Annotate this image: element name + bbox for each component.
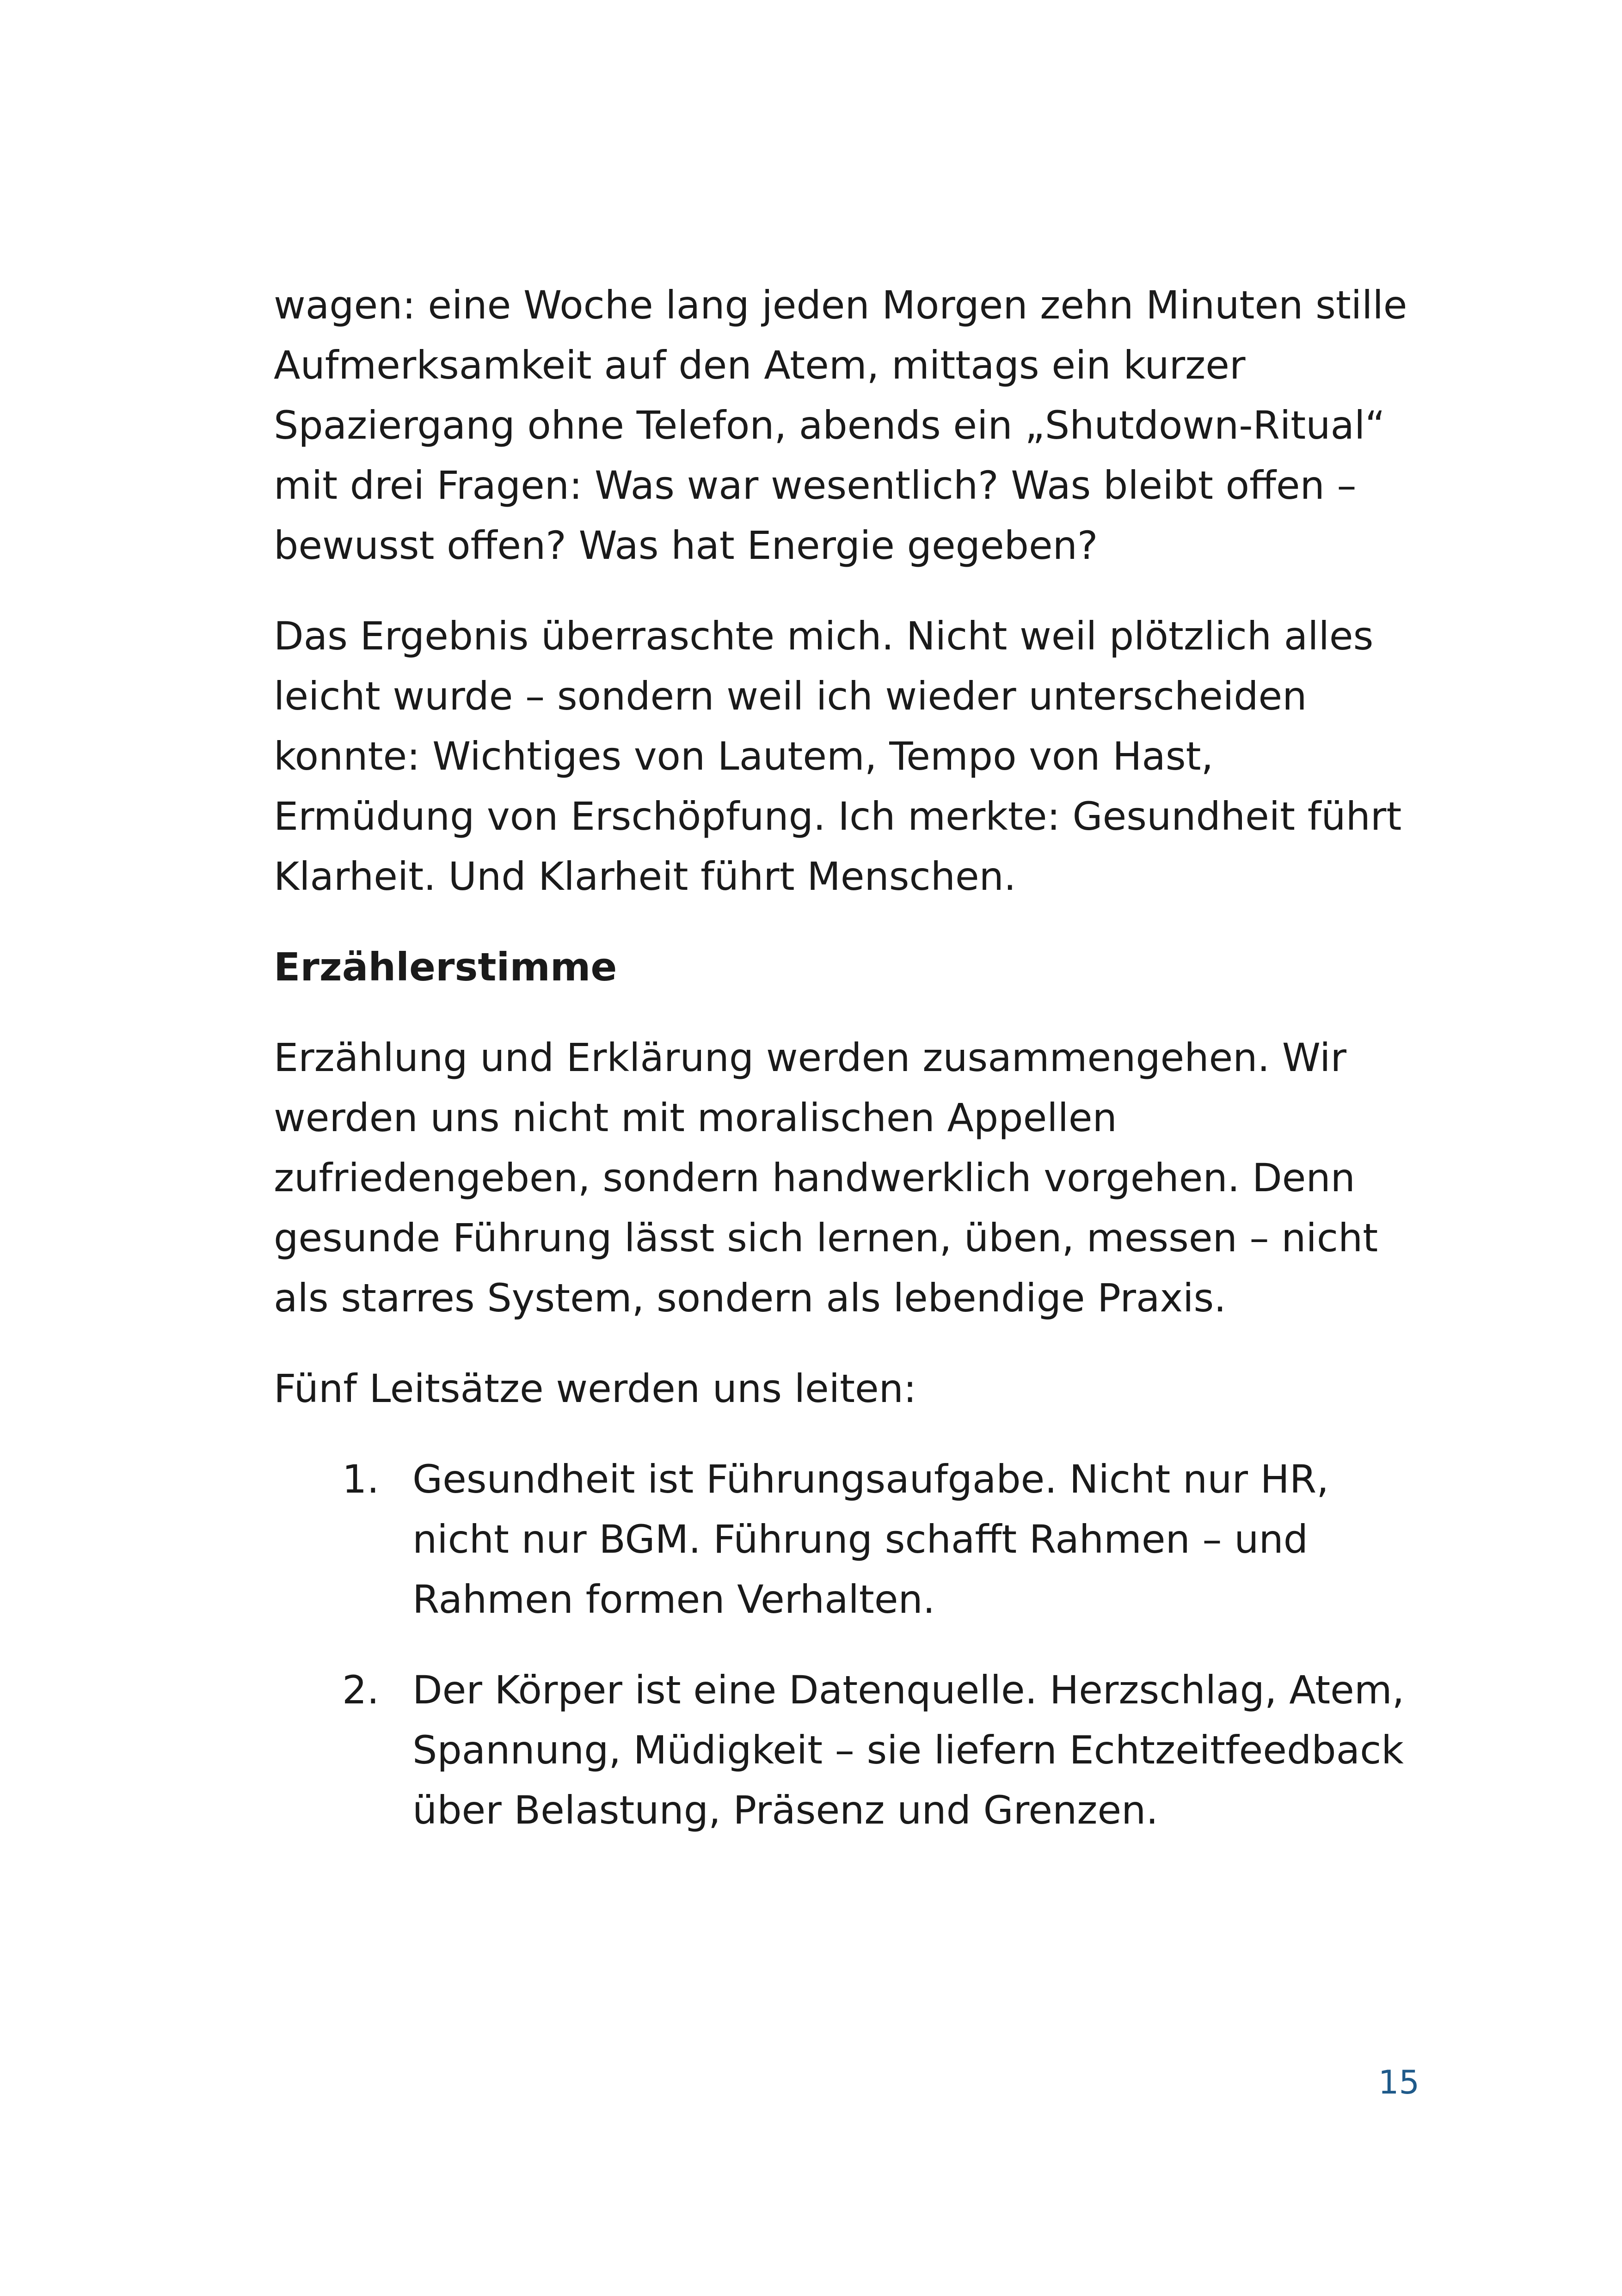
list-item — [274, 1660, 1420, 1840]
list-item-number: 1. — [342, 1457, 380, 1502]
body-text — [274, 275, 1420, 1871]
paragraph-intro: wagen: eine Woche lang jeden Morgen zehn Minuten stille Aufmerksamkeit auf den Atem, mittags ein kurzer Spaziergang ohne Telefon, abends ein „Shutdown-Ritual“ mit drei Fragen: Was war wesentlich? Was bleibt offen – bewusst offen? Was hat Energie gegeben? — [274, 282, 1407, 568]
section-heading: Erzählerstimme — [274, 944, 617, 990]
list-item — [274, 1449, 1420, 1629]
paragraph-principles-intro: Fünf Leitsätze werden uns leiten: — [274, 1366, 917, 1411]
list-item-number: 2. — [342, 1667, 380, 1713]
paragraph-result: Das Ergebnis überraschte mich. Nicht weil plötzlich alles leicht wurde – sondern weil ich wieder unterscheiden konnte: Wichtiges von Lautem, Tempo von Hast, Ermüdung von Erschöpfung. Ich merkte: Gesundheit führt Klarheit. Und Klarheit führt Menschen. — [274, 613, 1402, 899]
page-number: 15 — [1378, 2063, 1419, 2101]
principles-list — [274, 1449, 1420, 1840]
paragraph-method: Erzählung und Erklärung werden zusammengehen. Wir werden uns nicht mit moralischen Appellen zufriedengeben, sondern handwerklich vorgehen. Denn gesunde Führung lässt sich lernen, üben, messen – nicht als starres System, sondern als lebendige Praxis. — [274, 1035, 1378, 1321]
list-item-text: Gesundheit ist Führungsaufgabe. Nicht nur HR, nicht nur BGM. Führung schafft Rahmen – und Rahmen formen Verhalten. — [412, 1457, 1329, 1622]
list-item-text: Der Körper ist eine Datenquelle. Herzschlag, Atem, Spannung, Müdigkeit – sie liefern Echtzeitfeedback über Belastung, Präsenz und Grenzen. — [412, 1667, 1405, 1833]
